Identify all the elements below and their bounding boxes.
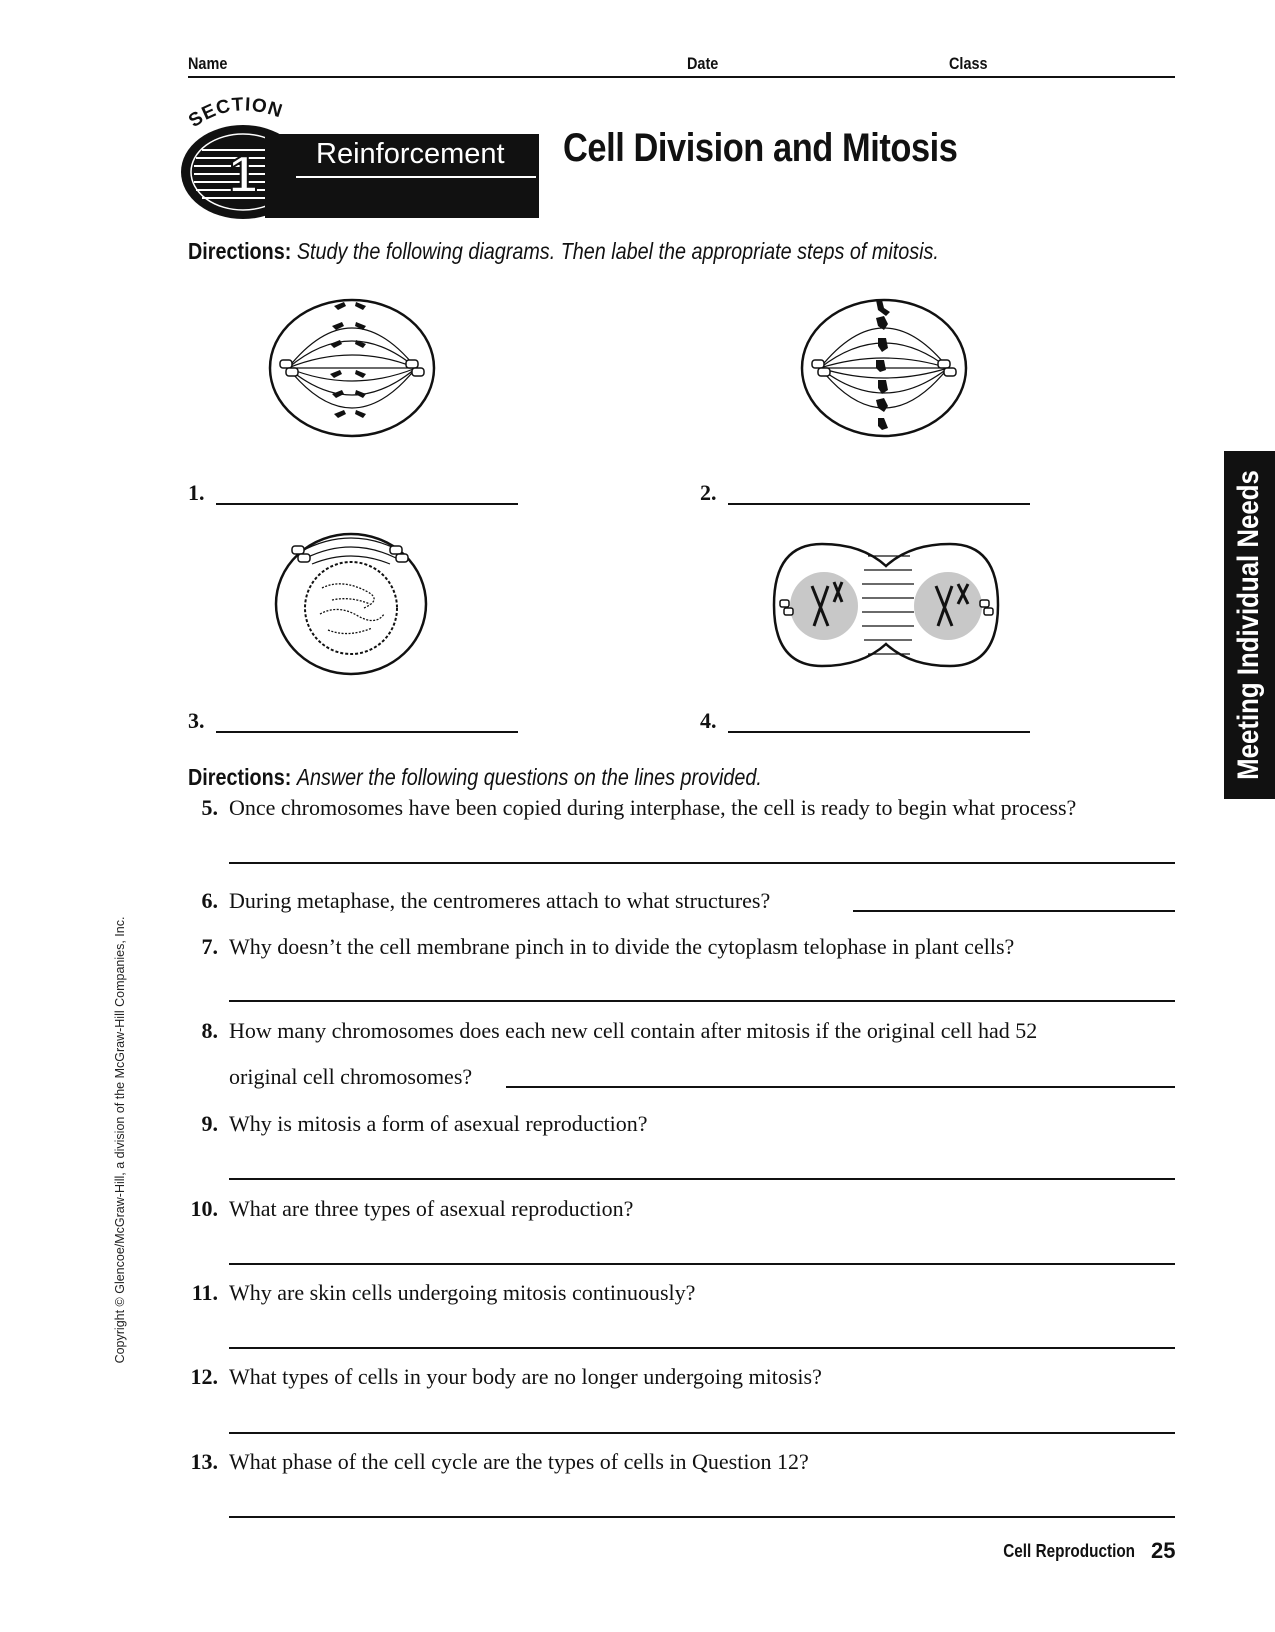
header-rule	[188, 76, 1175, 78]
diagram-1-cell	[266, 296, 438, 440]
diagram-3-cell	[272, 530, 430, 678]
question-12-answer-line[interactable]	[229, 1432, 1175, 1434]
directions-text: Answer the following questions on the lines provided.	[296, 764, 762, 790]
question-8-text: How many chromosomes does each new cell contain after mitosis if the original cell had 52	[229, 1018, 1038, 1043]
diagram-1-answer-line[interactable]	[216, 503, 518, 505]
badge-rule	[296, 176, 536, 178]
question-7-text: Why doesn’t the cell membrane pinch in to divide the cytoplasm telophase in plant cells?	[229, 934, 1015, 959]
question-11-number: 11.	[191, 1280, 218, 1305]
date-label: Date	[687, 54, 719, 73]
directions-label: Directions:	[188, 238, 292, 264]
section-number: 1	[228, 146, 258, 204]
question-10-answer-line[interactable]	[229, 1263, 1175, 1265]
page-number: 25	[1151, 1538, 1176, 1563]
diagram-2-answer-line[interactable]	[728, 503, 1030, 505]
question-8-text-continued: original cell chromosomes?	[229, 1064, 473, 1089]
diagram-1-number: 1.	[188, 480, 205, 505]
question-8-number: 8.	[201, 1018, 218, 1043]
question-5-answer-line[interactable]	[229, 862, 1175, 864]
question-6-number: 6.	[201, 888, 218, 913]
section-word: SECTION	[185, 96, 286, 132]
question-12-text: What types of cells in your body are no longer undergoing mitosis?	[229, 1364, 822, 1389]
footer-label: Cell Reproduction	[1003, 1541, 1135, 1561]
question-9-answer-line[interactable]	[229, 1178, 1175, 1180]
question-13-answer-line[interactable]	[229, 1516, 1175, 1518]
copyright-notice: Copyright © Glencoe/McGraw-Hill, a division of the McGraw-Hill Companies, Inc.	[113, 916, 127, 1364]
badge-bar-lower	[265, 180, 539, 218]
question-8-answer-line[interactable]	[506, 1086, 1175, 1088]
diagram-2-number: 2.	[700, 480, 717, 505]
question-6-answer-line[interactable]	[853, 910, 1175, 912]
diagram-4-number: 4.	[700, 708, 717, 733]
diagram-3-number: 3.	[188, 708, 205, 733]
directions-diagrams	[188, 238, 939, 265]
question-10-text: What are three types of asexual reproduction?	[229, 1196, 634, 1221]
question-9-text: Why is mitosis a form of asexual reproduction?	[229, 1111, 648, 1136]
diagram-4-cell	[772, 542, 1000, 668]
diagram-2-cell	[798, 296, 970, 440]
question-13-number: 13.	[190, 1449, 218, 1474]
question-12-number: 12.	[190, 1364, 218, 1389]
name-label: Name	[188, 54, 228, 73]
side-tab-label: Meeting Individual Needs	[1232, 470, 1265, 780]
question-5-number: 5.	[201, 795, 218, 820]
directions-text: Study the following diagrams. Then label the appropriate steps of mitosis.	[296, 238, 939, 264]
question-7-number: 7.	[201, 934, 218, 959]
class-label: Class	[949, 54, 988, 73]
diagram-4-answer-line[interactable]	[728, 731, 1030, 733]
question-13-text: What phase of the cell cycle are the types of cells in Question 12?	[229, 1449, 809, 1474]
directions-label: Directions:	[188, 764, 292, 790]
page-title: Cell Division and Mitosis	[563, 126, 958, 170]
question-5-text: Once chromosomes have been copied during interphase, the cell is ready to begin what process?	[229, 795, 1077, 820]
question-7-answer-line[interactable]	[229, 1000, 1175, 1002]
badge-label: Reinforcement	[316, 138, 505, 170]
diagram-3-answer-line[interactable]	[216, 731, 518, 733]
question-11-answer-line[interactable]	[229, 1347, 1175, 1349]
question-9-number: 9.	[201, 1111, 218, 1136]
question-11-text: Why are skin cells undergoing mitosis continuously?	[229, 1280, 696, 1305]
question-6-text: During metaphase, the centromeres attach to what structures?	[229, 888, 771, 913]
directions-questions	[188, 764, 762, 791]
question-10-number: 10.	[190, 1196, 218, 1221]
